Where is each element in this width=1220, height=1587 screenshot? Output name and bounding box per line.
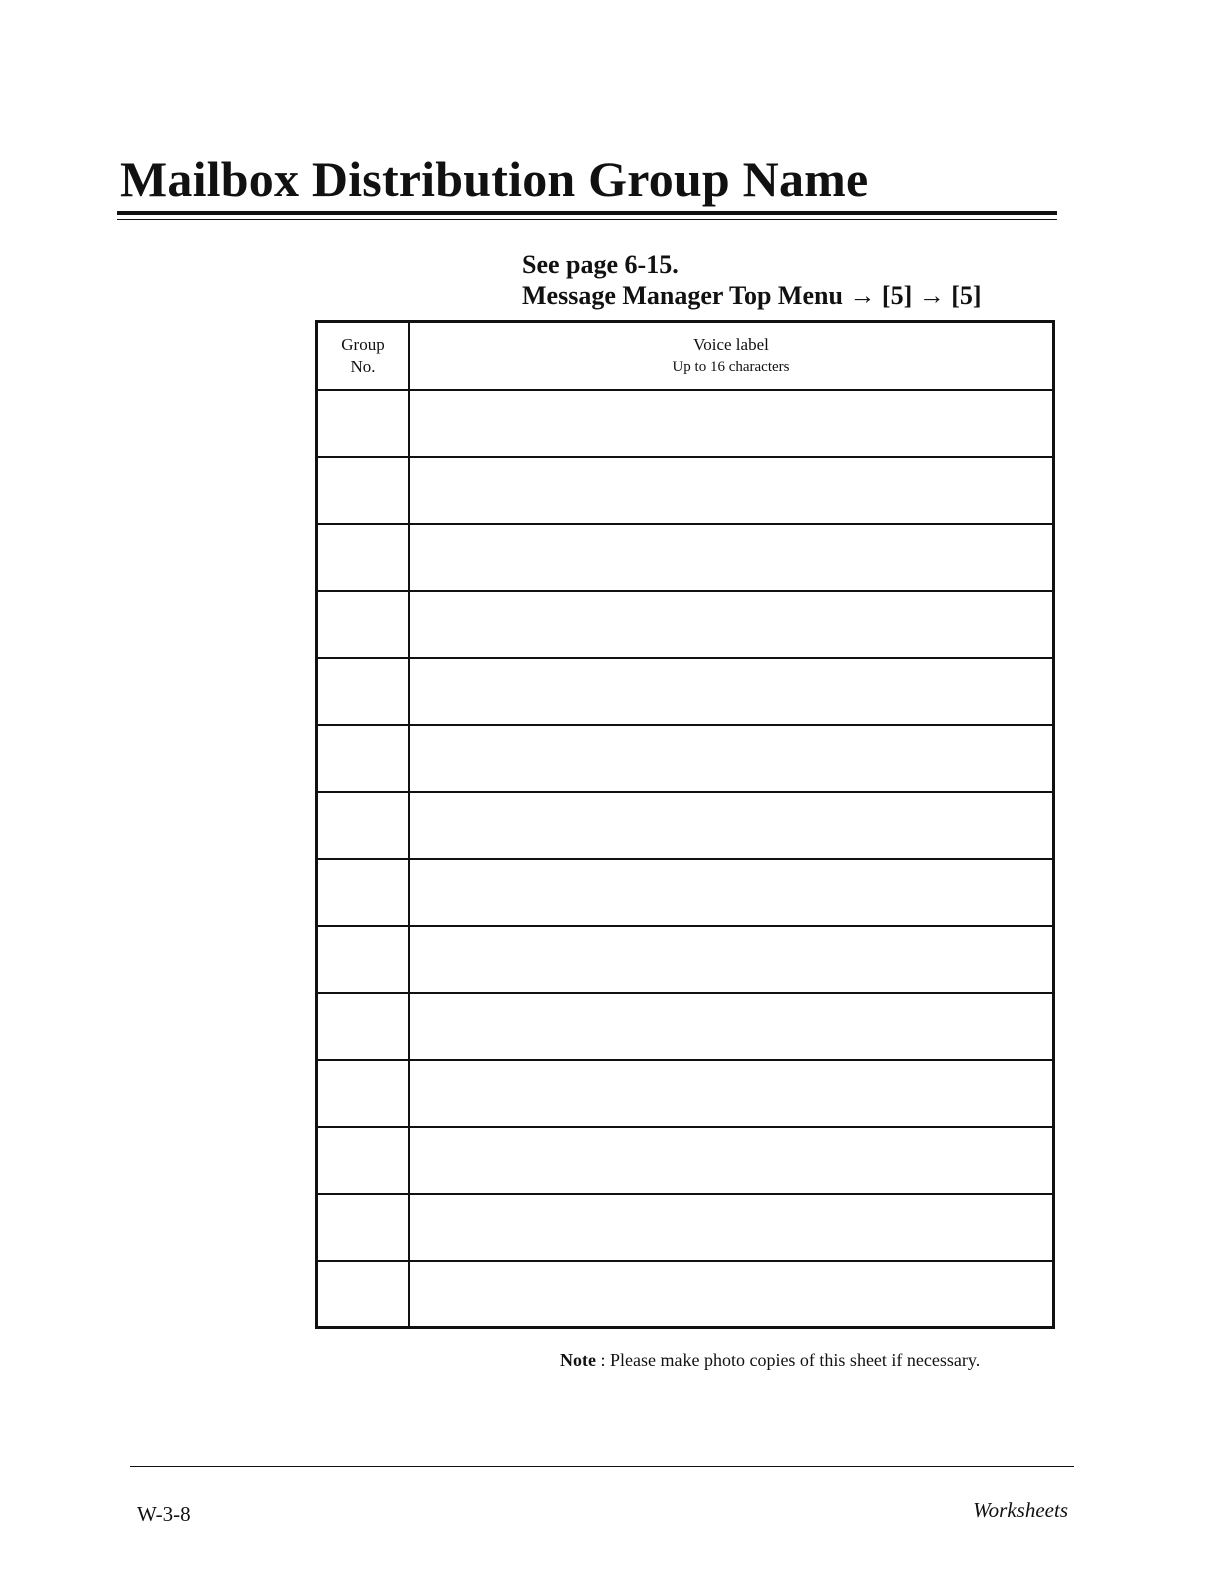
voice-label-cell[interactable] bbox=[410, 1195, 1052, 1260]
voice-label-cell[interactable] bbox=[410, 994, 1052, 1059]
table-row bbox=[318, 525, 1052, 592]
group-no-header-line1: Group bbox=[341, 335, 385, 354]
title-rule-thick bbox=[117, 211, 1057, 215]
footer-rule bbox=[130, 1466, 1074, 1467]
group-no-cell[interactable] bbox=[318, 994, 410, 1059]
voice-label-cell[interactable] bbox=[410, 592, 1052, 657]
voice-label-cell[interactable] bbox=[410, 793, 1052, 858]
table-row bbox=[318, 994, 1052, 1061]
group-no-cell[interactable] bbox=[318, 1061, 410, 1126]
table-row bbox=[318, 927, 1052, 994]
group-no-cell[interactable] bbox=[318, 860, 410, 925]
table-row bbox=[318, 659, 1052, 726]
voice-label-header-hint: Up to 16 characters bbox=[672, 359, 790, 375]
group-no-cell[interactable] bbox=[318, 525, 410, 590]
table-row bbox=[318, 1262, 1052, 1329]
table-body bbox=[318, 391, 1052, 1329]
table-row bbox=[318, 1061, 1052, 1128]
group-no-cell[interactable] bbox=[318, 391, 410, 456]
group-no-cell[interactable] bbox=[318, 1128, 410, 1193]
group-no-header bbox=[318, 323, 410, 389]
voice-label-cell[interactable] bbox=[410, 1061, 1052, 1126]
note bbox=[560, 1350, 980, 1371]
group-no-cell[interactable] bbox=[318, 927, 410, 992]
voice-label-cell[interactable] bbox=[410, 1262, 1052, 1329]
page-number: W-3-8 bbox=[137, 1502, 191, 1526]
group-no-cell[interactable] bbox=[318, 1195, 410, 1260]
table-row bbox=[318, 1128, 1052, 1195]
voice-label-header-title: Voice label bbox=[693, 335, 769, 354]
voice-label-cell[interactable] bbox=[410, 860, 1052, 925]
table-row bbox=[318, 726, 1052, 793]
table-row bbox=[318, 458, 1052, 525]
group-no-cell[interactable] bbox=[318, 458, 410, 523]
group-no-cell[interactable] bbox=[318, 1262, 410, 1329]
voice-label-cell[interactable] bbox=[410, 659, 1052, 724]
table-row bbox=[318, 1195, 1052, 1262]
voice-label-header bbox=[410, 323, 1052, 389]
voice-label-cell[interactable] bbox=[410, 391, 1052, 456]
note-label: Note bbox=[560, 1350, 596, 1370]
section-name: Worksheets bbox=[973, 1498, 1068, 1522]
table-row bbox=[318, 860, 1052, 927]
worksheet-table bbox=[315, 320, 1055, 1329]
table-row bbox=[318, 391, 1052, 458]
note-text: : Please make photo copies of this sheet if necessary. bbox=[600, 1350, 981, 1370]
group-no-cell[interactable] bbox=[318, 659, 410, 724]
group-no-header-line2: No. bbox=[350, 357, 376, 376]
page-title: Mailbox Distribution Group Name bbox=[120, 151, 869, 207]
see-page-reference: See page 6-15. bbox=[522, 250, 679, 279]
group-no-cell[interactable] bbox=[318, 726, 410, 791]
table-row bbox=[318, 592, 1052, 659]
voice-label-cell[interactable] bbox=[410, 1128, 1052, 1193]
voice-label-cell[interactable] bbox=[410, 525, 1052, 590]
title-rule-thin bbox=[117, 219, 1057, 220]
group-no-cell[interactable] bbox=[318, 793, 410, 858]
group-no-cell[interactable] bbox=[318, 592, 410, 657]
voice-label-cell[interactable] bbox=[410, 726, 1052, 791]
voice-label-cell[interactable] bbox=[410, 927, 1052, 992]
voice-label-cell[interactable] bbox=[410, 458, 1052, 523]
table-header bbox=[318, 323, 1052, 391]
menu-path: Message Manager Top Menu → [5] → [5] bbox=[522, 281, 982, 310]
table-row bbox=[318, 793, 1052, 860]
